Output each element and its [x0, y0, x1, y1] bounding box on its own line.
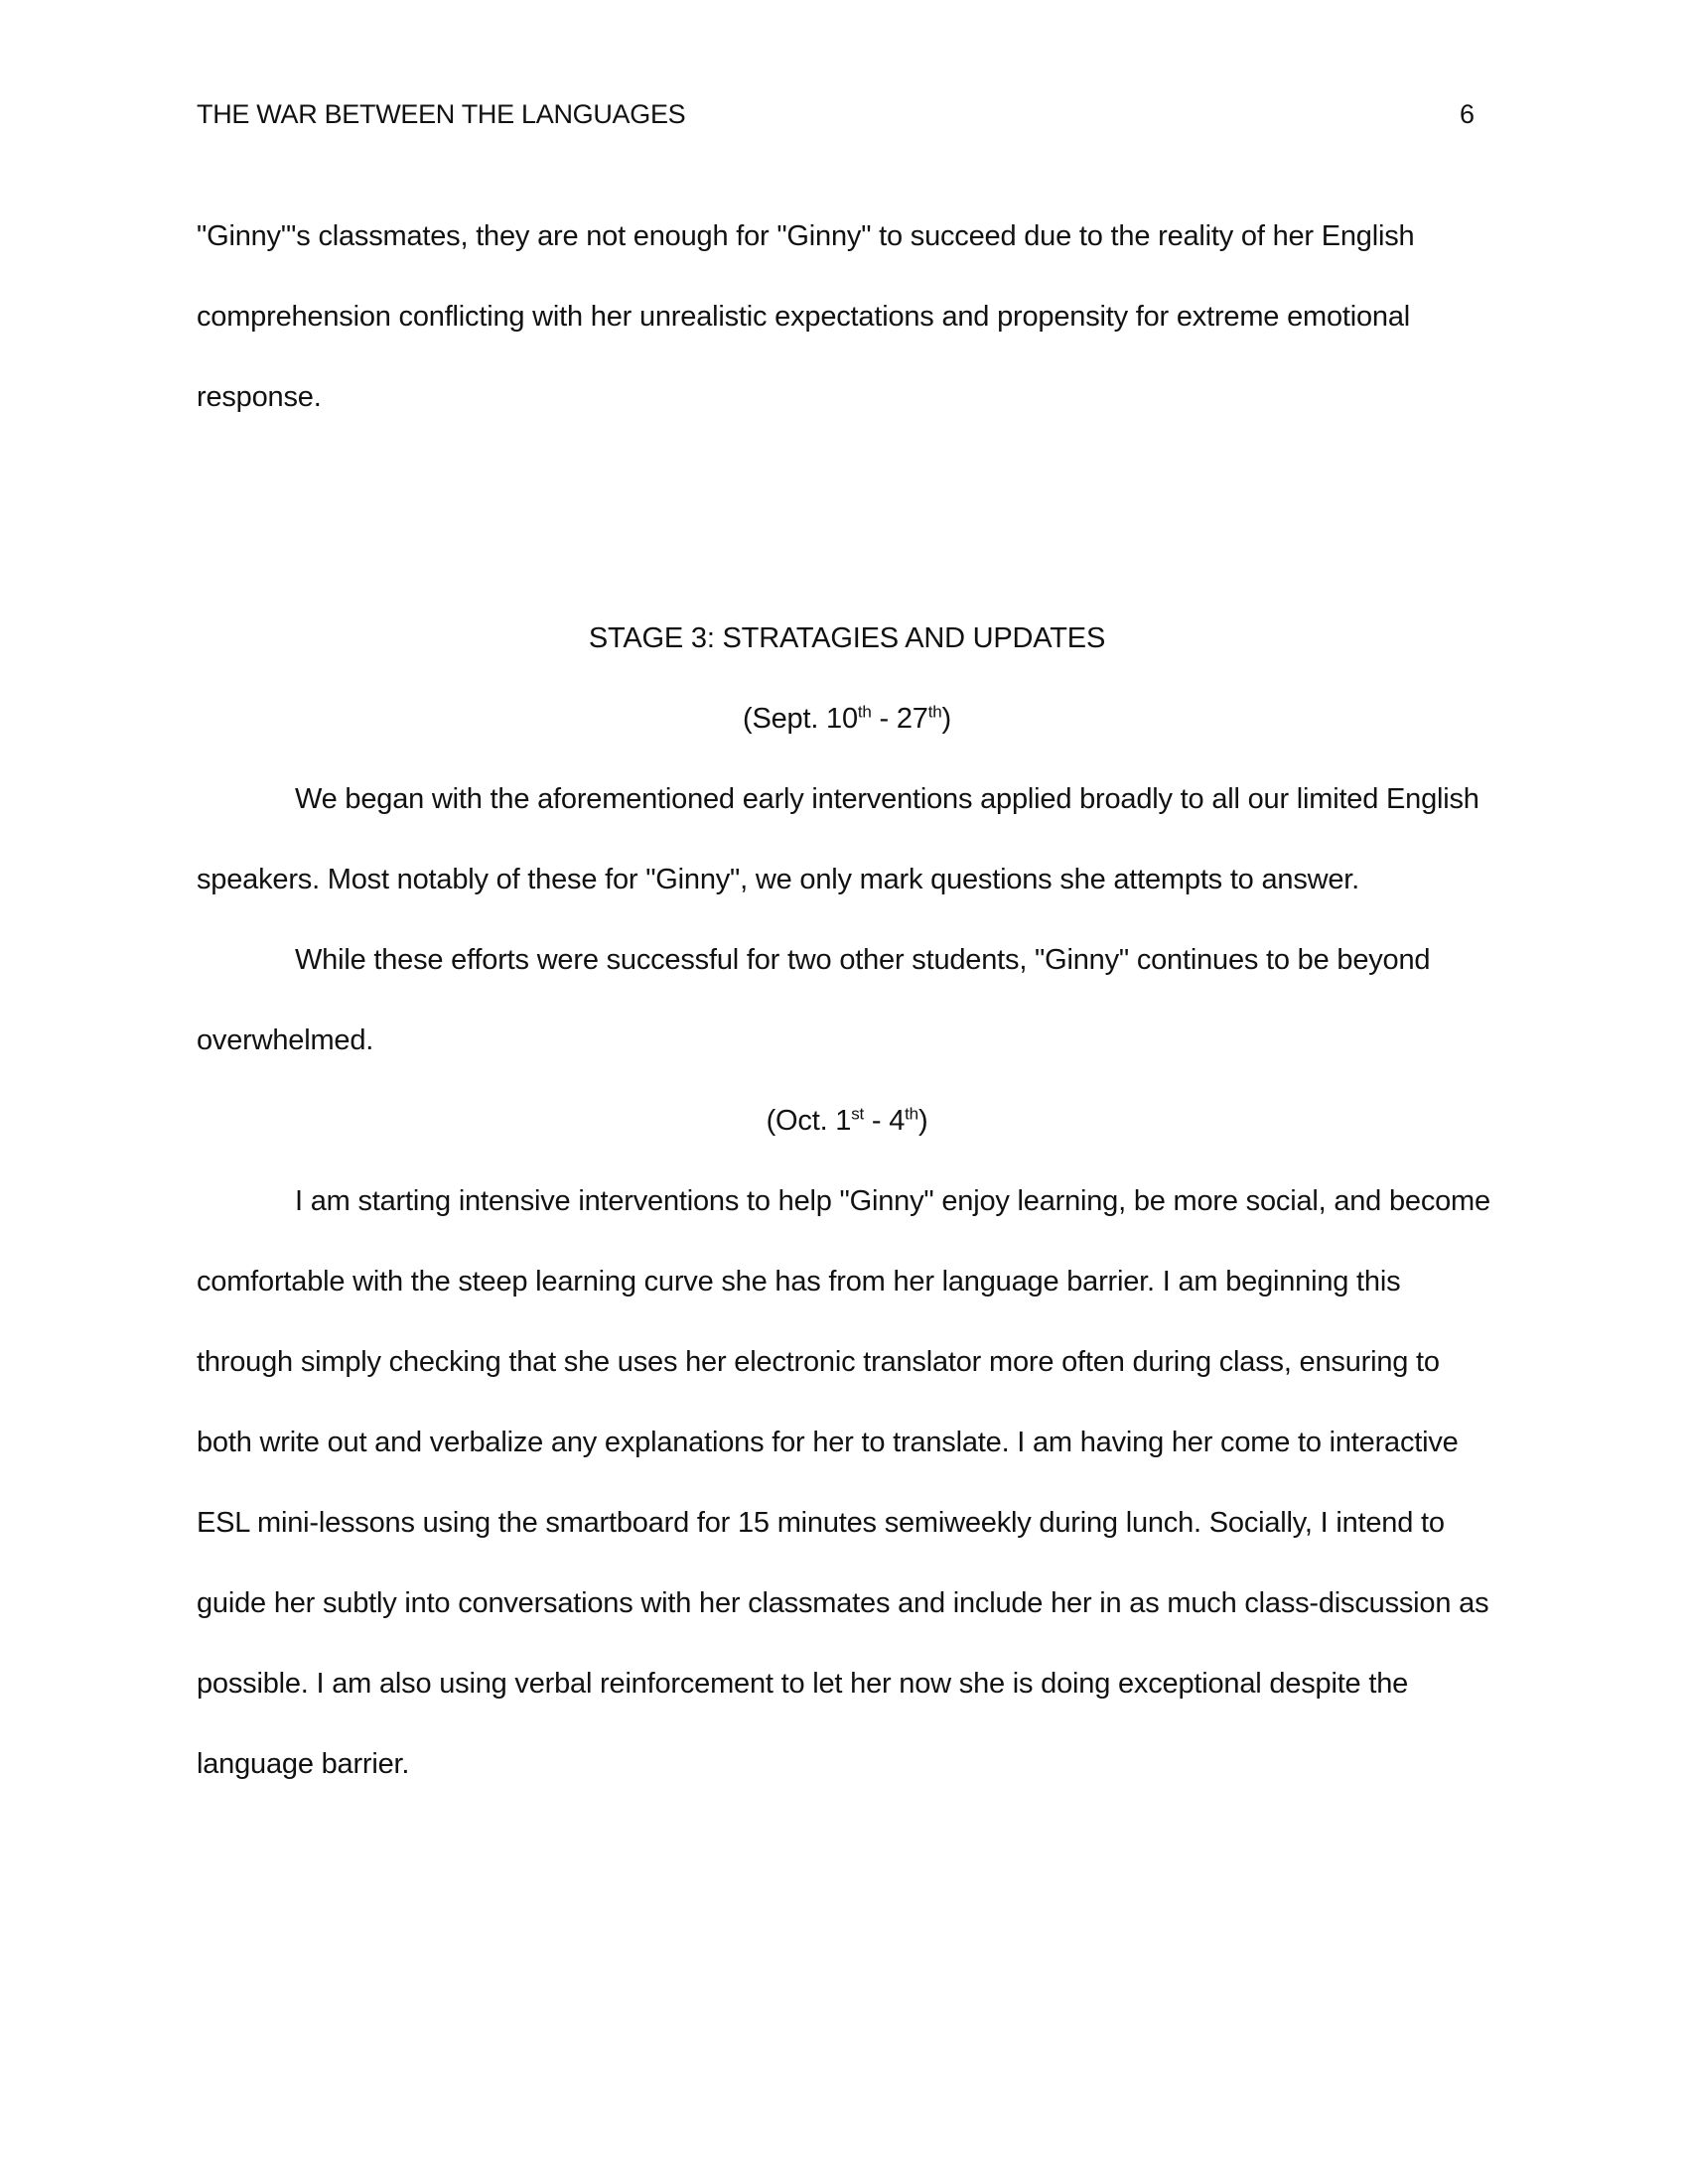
- date-middle: - 4: [864, 1105, 906, 1137]
- running-head: THE WAR BETWEEN THE LANGUAGES: [197, 99, 686, 129]
- date-suffix: ): [917, 1105, 928, 1137]
- date-ordinal-end: th: [927, 702, 942, 722]
- continuation-paragraph: "Ginny"'s classmates, they are not enough for "Ginny" to succeed due to the reality of her English comprehension conflicting with her unrealistic expectations and propensity for extreme emotional response.: [197, 220, 1415, 413]
- date-range-oct: [197, 1081, 1497, 1161]
- date-ordinal-start: st: [851, 1104, 865, 1124]
- paragraph-early-interventions: We began with the aforementioned early interventions applied broadly to all our limited English speakers. Most notably of these for "Ginny", we only mark questions she attempts to answer.: [197, 783, 1479, 895]
- paragraph-intensive-interventions: I am starting intensive interventions to help "Ginny" enjoy learning, be more social, and become comfortable with the steep learning curve she has from her language barrier. I am beginning this through simply checking that she uses her electronic translator more often during class, ensuring to both write out and verbalize any explanations for her to translate. I am having her come to interactive ESL mini-lessons using the smartboard for 15 minutes semiweekly during lunch. Socially, I intend to guide her subtly into conversations with her classmates and include her in as much class-discussion as possible. I am also using verbal reinforcement to let her now she is doing exceptional despite the language barrier.: [197, 1185, 1490, 1780]
- document-body: [197, 197, 1497, 1805]
- date-suffix: ): [941, 703, 951, 735]
- date-ordinal-end: th: [905, 1104, 918, 1124]
- date-prefix: (Oct. 1: [766, 1105, 852, 1137]
- date-ordinal-start: th: [857, 702, 872, 722]
- section-heading: STAGE 3: STRATAGIES AND UPDATES: [588, 622, 1106, 654]
- page-number: 6: [1459, 99, 1475, 129]
- date-middle: - 27: [871, 703, 928, 735]
- paragraph-efforts: While these efforts were successful for two other students, "Ginny" continues to be beyond overwhelmed.: [197, 944, 1431, 1056]
- date-range-sept: [197, 679, 1497, 759]
- date-prefix: (Sept. 10: [743, 703, 858, 735]
